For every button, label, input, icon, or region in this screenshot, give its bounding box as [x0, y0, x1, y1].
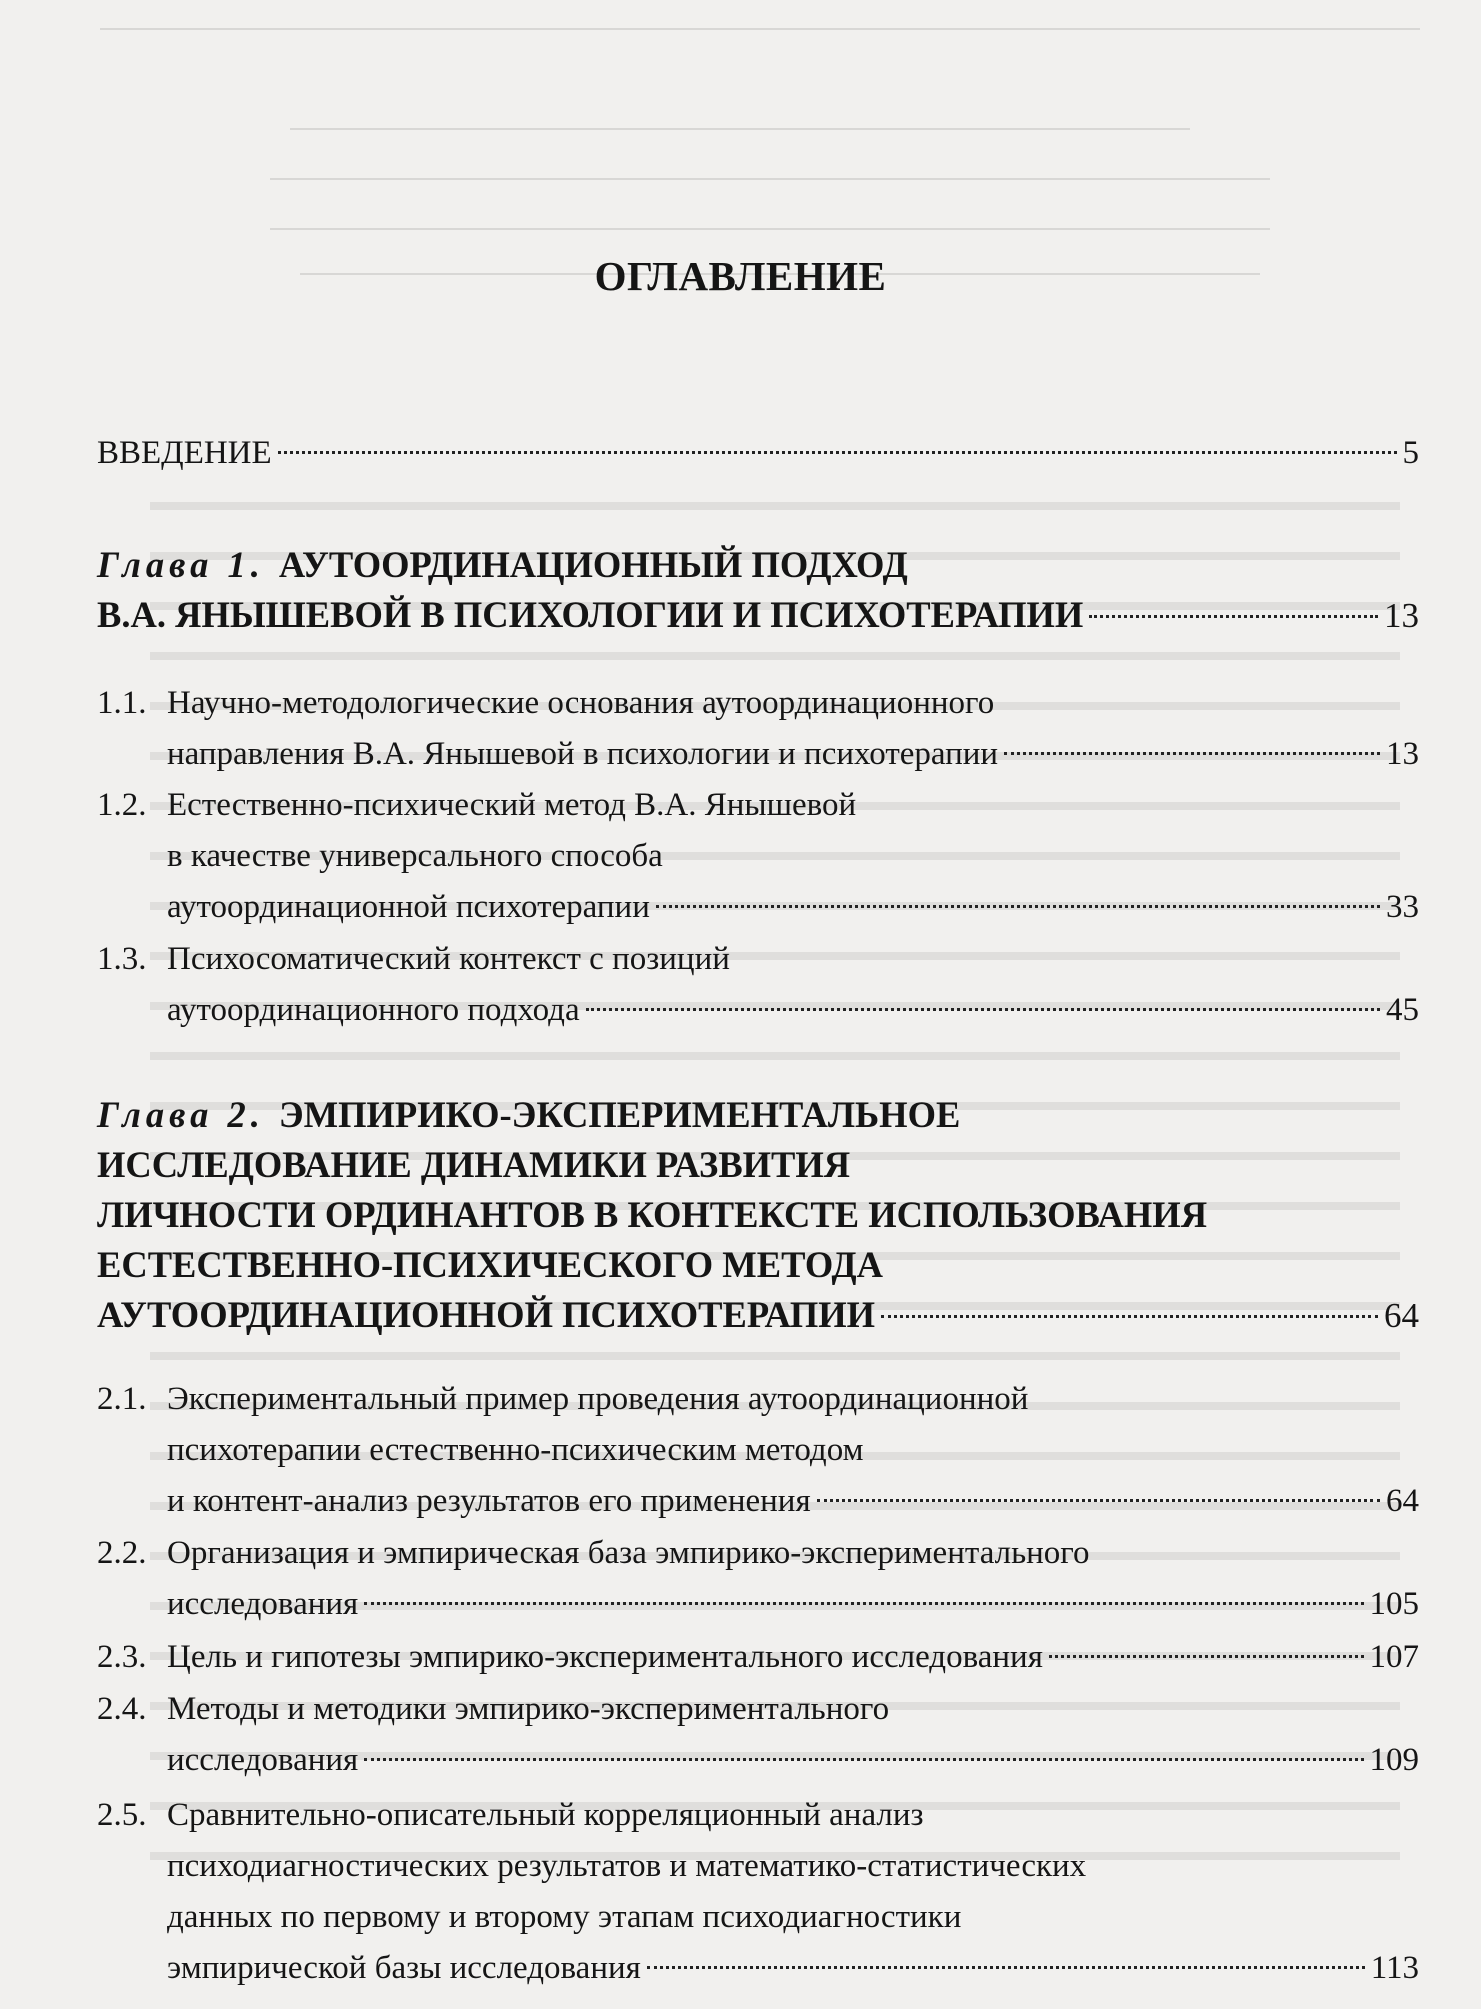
- page-number: 64: [1384, 1296, 1419, 1335]
- toc-entry-title: ВВЕДЕНИЕ: [97, 435, 272, 471]
- dot-leader: [586, 1008, 1380, 1011]
- dot-leader: [1004, 752, 1380, 755]
- chapter-title-line: В.А. ЯНЫШЕВОЙ В ПСИХОЛОГИИ И ПСИХОТЕРАПИИ: [97, 594, 1084, 635]
- section-number: 1.2.: [97, 787, 147, 823]
- chapter-title-line: ИССЛЕДОВАНИЕ ДИНАМИКИ РАЗВИТИЯ: [97, 1144, 851, 1185]
- page-number: 45: [1386, 992, 1419, 1028]
- chapter-title-line: ЕСТЕСТВЕННО-ПСИХИЧЕСКОГО МЕТОДА: [97, 1244, 883, 1285]
- section-title-line: Организация и эмпирическая база эмпирико-экспериментального: [167, 1535, 1090, 1571]
- section-title-line: исследования: [167, 1742, 359, 1778]
- section-title-line: аутоординационного подхода: [167, 992, 580, 1028]
- toc-chapter-1: [97, 540, 1419, 640]
- page-number: 105: [1369, 1586, 1419, 1622]
- dot-leader: [647, 1966, 1365, 1969]
- section-title-line: и контент-анализ результатов его применения: [167, 1483, 811, 1519]
- dot-leader: [364, 1758, 1363, 1761]
- chapter-title-line: ЛИЧНОСТИ ОРДИНАНТОВ В КОНТЕКСТЕ ИСПОЛЬЗОВАНИЯ: [97, 1194, 1208, 1235]
- dot-leader: [656, 905, 1380, 908]
- section-title-line: данных по первому и второму этапам психодиагностики: [167, 1899, 962, 1935]
- section-title-line: Научно-методологические основания аутоординационного: [167, 685, 995, 721]
- dot-leader: [817, 1499, 1380, 1502]
- section-title-line: Экспериментальный пример проведения аутоординационной: [167, 1381, 1029, 1417]
- dot-leader: [364, 1602, 1363, 1605]
- chapter-title-line: ЭМПИРИКО-ЭКСПЕРИМЕНТАЛЬНОЕ: [278, 1094, 961, 1135]
- page-number: 64: [1386, 1483, 1419, 1519]
- toc-section-2-1: [97, 1374, 1419, 1527]
- toc-section-1-3: [97, 934, 1419, 1036]
- section-title-line: Цель и гипотезы эмпирико-экспериментального исследования: [167, 1639, 1043, 1675]
- section-number: 2.4.: [97, 1691, 147, 1727]
- dot-leader: [278, 451, 1397, 454]
- page-number: 5: [1402, 435, 1419, 471]
- dot-leader: [1089, 615, 1378, 618]
- toc-section-2-5: [97, 1790, 1419, 1994]
- section-number: 2.3.: [97, 1639, 147, 1675]
- chapter-label: Глава 1.: [97, 544, 265, 585]
- toc-entry-intro: [97, 428, 1419, 479]
- section-number: 2.2.: [97, 1535, 147, 1571]
- section-title-line: Сравнительно-описательный корреляционный анализ: [167, 1797, 924, 1833]
- section-title-line: аутоординационной психотерапии: [167, 889, 650, 925]
- dot-leader: [881, 1315, 1378, 1318]
- chapter-title-line: АУТООРДИНАЦИОННЫЙ ПОДХОД: [278, 544, 908, 585]
- section-title-line: направления В.А. Янышевой в психологии и психотерапии: [167, 736, 999, 772]
- dot-leader: [1049, 1655, 1364, 1658]
- toc-section-1-2: [97, 780, 1419, 933]
- section-title-line: психодиагностических результатов и математико-статистических: [167, 1848, 1087, 1884]
- section-title-line: в качестве универсального способа: [167, 838, 663, 874]
- page-number: 33: [1386, 889, 1419, 925]
- toc-section-2-2: [97, 1528, 1419, 1630]
- page-title: ОГЛАВЛЕНИЕ: [594, 253, 887, 299]
- page-number: 113: [1370, 1950, 1419, 1986]
- section-number: 1.1.: [97, 685, 147, 721]
- section-title-line: Методы и методики эмпирико-экспериментального: [167, 1691, 890, 1727]
- section-number: 2.5.: [97, 1797, 147, 1833]
- toc-section-1-1: [97, 678, 1419, 780]
- section-number: 1.3.: [97, 941, 147, 977]
- section-title-line: Естественно-психический метод В.А. Янышевой: [167, 787, 857, 823]
- section-title-line: Психосоматический контекст с позиций: [167, 941, 730, 977]
- page-number: 109: [1369, 1742, 1419, 1778]
- page-number: 107: [1369, 1639, 1419, 1675]
- page-number: 13: [1384, 596, 1419, 635]
- section-title-line: эмпирической базы исследования: [167, 1950, 641, 1986]
- section-title-line: психотерапии естественно-психическим методом: [167, 1432, 864, 1468]
- chapter-title-line: АУТООРДИНАЦИОННОЙ ПСИХОТЕРАПИИ: [97, 1294, 876, 1335]
- section-number: 2.1.: [97, 1381, 147, 1417]
- toc-section-2-4: [97, 1684, 1419, 1786]
- toc-section-2-3: [97, 1632, 1419, 1683]
- toc-chapter-2: [97, 1090, 1419, 1340]
- page-number: 13: [1386, 736, 1419, 772]
- section-title-line: исследования: [167, 1586, 359, 1622]
- chapter-label: Глава 2.: [97, 1094, 265, 1135]
